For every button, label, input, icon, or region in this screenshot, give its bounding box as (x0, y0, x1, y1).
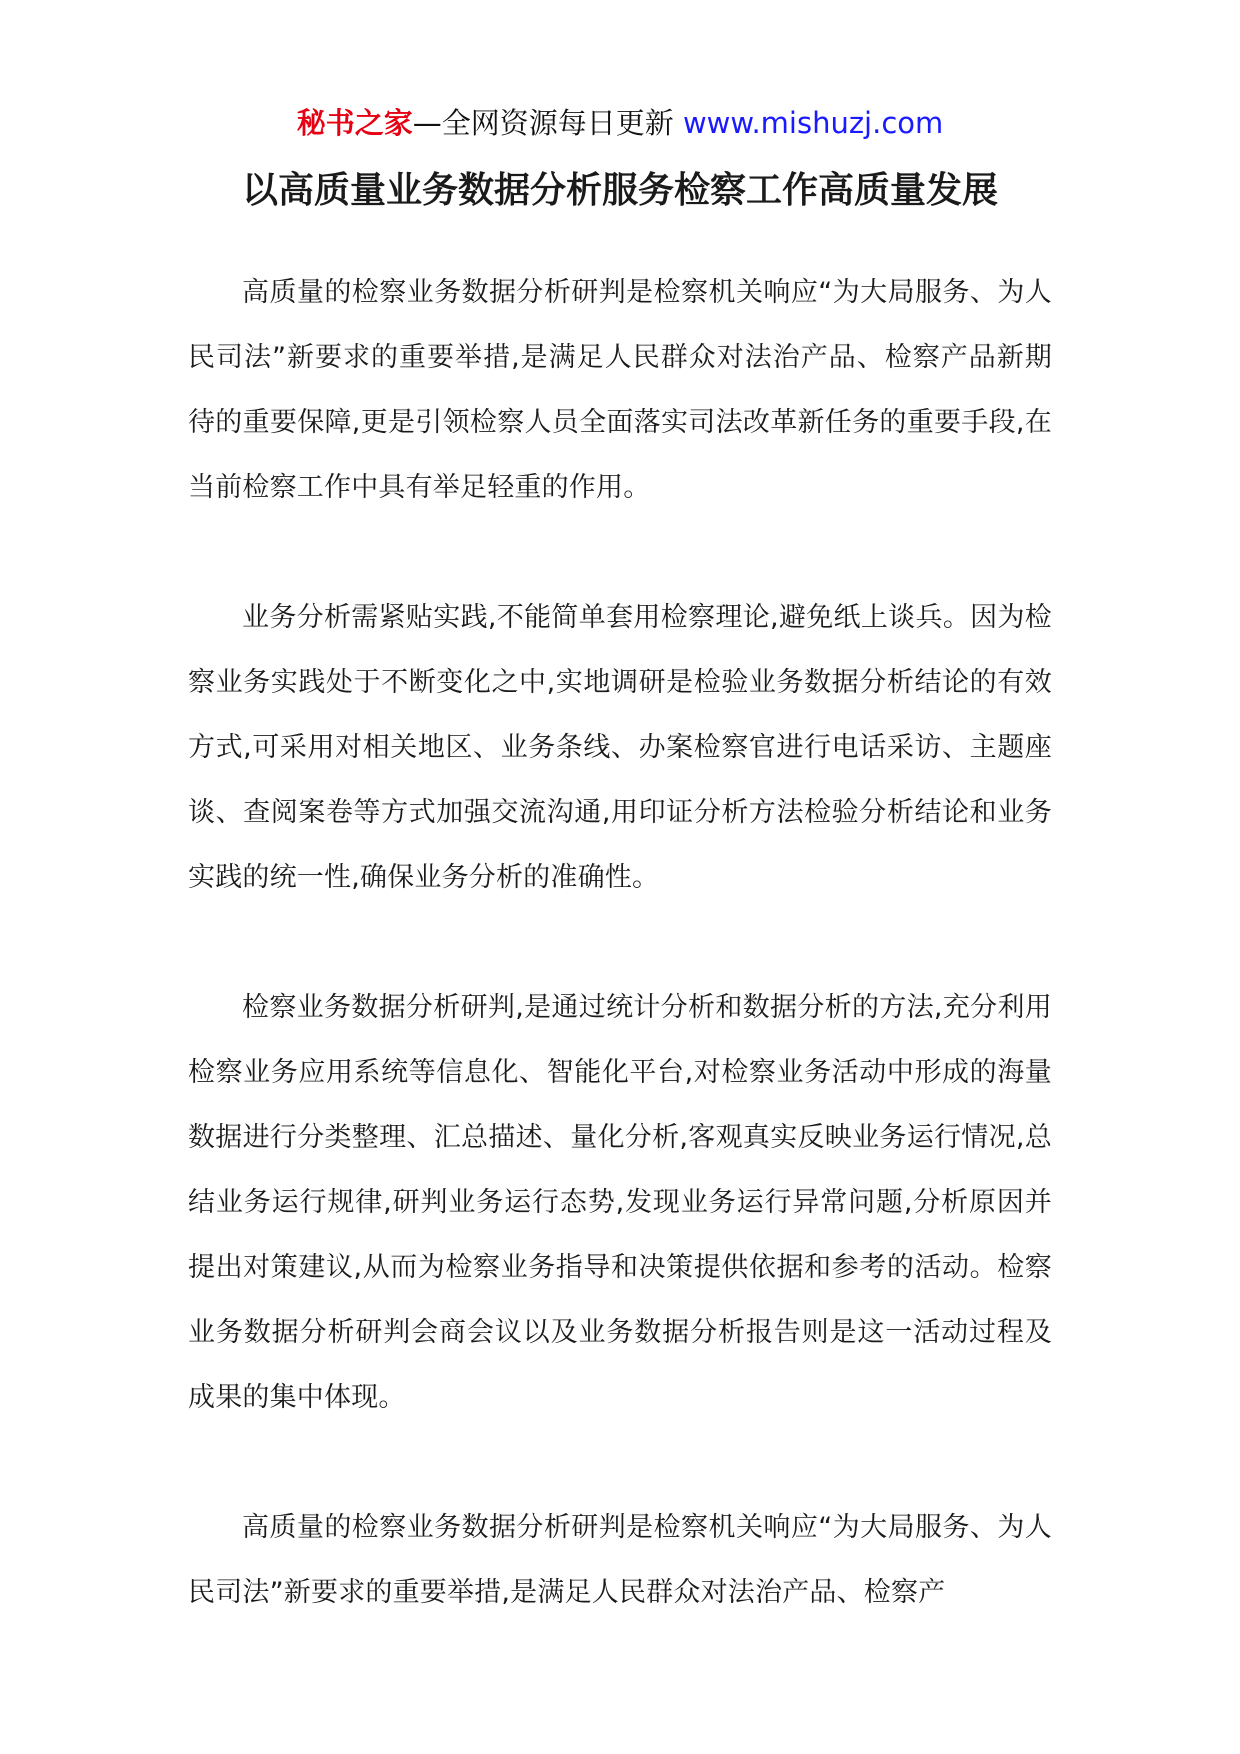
paragraph-2: 业务分析需紧贴实践,不能简单套用检察理论,避免纸上谈兵。因为检察业务实践处于不断变化之中,实地调研是检验业务数据分析结论的有效方式,可采用对相关地区、业务条线、办案检察官进行电话采访、主题座谈、查阅案卷等方式加强交流沟通,用印证分析方法检验分析结论和业务实践的统一性,确保业务分析的准确性。 (188, 602, 1052, 893)
document-body (188, 260, 1052, 1690)
document-title: 以高质量业务数据分析服务检察工作高质量发展 (241, 170, 998, 211)
paragraph-4: 高质量的检察业务数据分析研判是检察机关响应“为大局服务、为人民司法”新要求的重要举措,是满足人民群众对法治产品、检察产 (188, 1512, 1052, 1608)
paragraph-3: 检察业务数据分析研判,是通过统计分析和数据分析的方法,充分利用检察业务应用系统等信息化、智能化平台,对检察业务活动中形成的海量数据进行分类整理、汇总描述、量化分析,客观真实反映业务运行情况,总结业务运行规律,研判业务运行态势,发现业务运行异常问题,分析原因并提出对策建议,从而为检察业务指导和决策提供依据和参考的活动。检察业务数据分析研判会商会议以及业务数据分析报告则是这一活动过程及成果的集中体现。 (188, 992, 1052, 1413)
site-url-link[interactable]: www.mishuzj.com (682, 106, 944, 140)
brand-name: 秘书之家 (296, 106, 413, 140)
header-tagline: —全网资源每日更新 (412, 106, 683, 140)
site-header (0, 103, 1240, 143)
paragraph-1: 高质量的检察业务数据分析研判是检察机关响应“为大局服务、为人民司法”新要求的重要举措,是满足人民群众对法治产品、检察产品新期待的重要保障,更是引领检察人员全面落实司法改革新任务的重要手段,在当前检察工作中具有举足轻重的作用。 (188, 277, 1052, 503)
